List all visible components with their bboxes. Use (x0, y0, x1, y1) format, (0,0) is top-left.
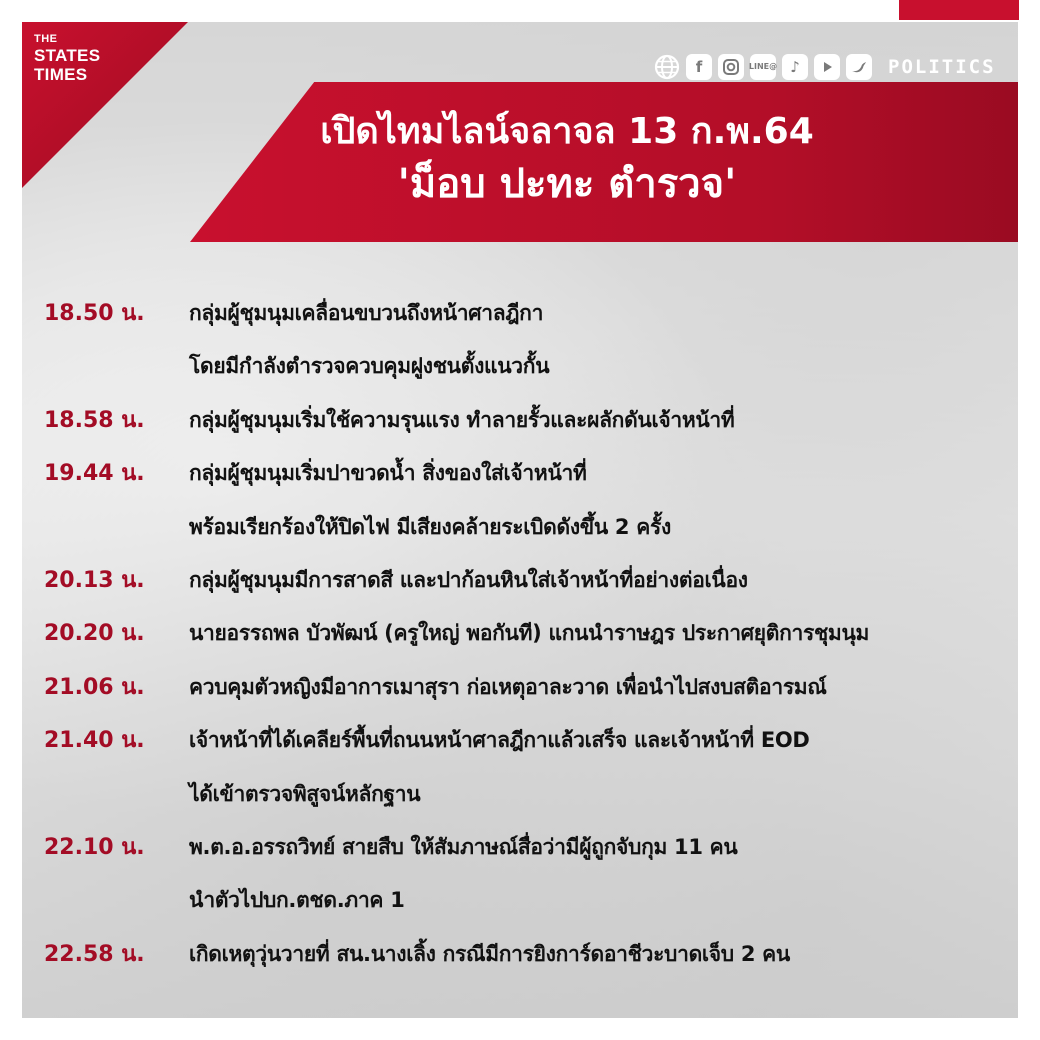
timeline-text (189, 447, 1014, 554)
infographic-card (22, 22, 1018, 1018)
timeline-entry (44, 928, 1014, 981)
timeline-text (189, 714, 1014, 821)
timeline-entry (44, 447, 1014, 554)
timeline-line: เกิดเหตุวุ่นวายที่ สน.นางเลิ้ง กรณีมีการยิงการ์ดอาชีวะบาดเจ็บ 2 คน (189, 941, 790, 966)
timeline-text (189, 554, 1014, 607)
title-line-1: เปิดไทมไลน์จลาจล 13 ก.พ.64 (320, 111, 814, 152)
top-accent-tab (899, 0, 1019, 20)
timeline-line: นายอรรถพล บัวพัฒน์ (ครูใหญ่ พอกันที) แกนนำราษฎร ประกาศยุติการชุมนุม (189, 621, 870, 646)
line-icon[interactable]: LINE@ (750, 54, 776, 80)
youtube-icon[interactable] (814, 54, 840, 80)
timeline-time: 21.40 น. (44, 728, 145, 754)
timeline-line: นำตัวไปบก.ตชด.ภาค 1 (189, 888, 405, 913)
timeline-entry (44, 714, 1014, 821)
timeline-line: กลุ่มผู้ชุมนุมเริ่มปาขวดน้ำ สิ่งของใส่เจ้าหน้าที่ (189, 461, 587, 486)
title-line-2: 'ม็อบ ปะทะ ตำรวจ' (397, 161, 737, 207)
section-label: POLITICS (888, 56, 996, 78)
timeline-entry (44, 554, 1014, 607)
timeline-line: พร้อมเรียกร้องให้ปิดไฟ มีเสียงคล้ายระเบิดดังขึ้น 2 ครั้ง (189, 514, 671, 539)
social-bar (654, 52, 996, 82)
timeline-entry (44, 394, 1014, 447)
timeline-line: พ.ต.อ.อรรถวิทย์ สายสืบ ให้สัมภาษณ์สื่อว่ามีผู้ถูกจับกุม 11 คน (189, 835, 738, 860)
timeline-list (44, 287, 1014, 981)
instagram-icon[interactable] (718, 54, 744, 80)
timeline-line: ได้เข้าตรวจพิสูจน์หลักฐาน (189, 781, 421, 806)
site-logo[interactable] (34, 34, 100, 83)
tiktok-icon[interactable]: ♪ (782, 54, 808, 80)
timeline-text (189, 287, 1014, 394)
timeline-time: 18.50 น. (44, 301, 145, 326)
twitter-icon[interactable] (846, 54, 872, 80)
timeline-text (189, 607, 1014, 660)
timeline-text (189, 394, 1014, 447)
timeline-entry (44, 287, 1014, 394)
timeline-line: ควบคุมตัวหญิงมีอาการเมาสุรา ก่อเหตุอาละวาด เพื่อนำไปสงบสติอารมณ์ (189, 674, 827, 699)
timeline-line: กลุ่มผู้ชุมนุมเคลื่อนขบวนถึงหน้าศาลฎีกา (189, 301, 544, 325)
page-title (282, 108, 852, 212)
timeline-entry (44, 661, 1014, 714)
timeline-time: 22.58 น. (44, 941, 145, 967)
logo-states: STATES (34, 46, 101, 65)
timeline-time: 19.44 น. (44, 461, 145, 487)
timeline-line: กลุ่มผู้ชุมนุมเริ่มใช้ความรุนแรง ทำลายรั้วและผลักดันเจ้าหน้าที่ (189, 407, 735, 432)
timeline-line: กลุ่มผู้ชุมนุมมีการสาดสี และปาก้อนหินใส่เจ้าหน้าที่อย่างต่อเนื่อง (189, 568, 748, 593)
globe-icon[interactable] (654, 54, 680, 80)
timeline-text (189, 928, 1014, 981)
timeline-text (189, 661, 1014, 714)
timeline-time: 22.10 น. (44, 835, 145, 861)
timeline-time: 20.20 น. (44, 621, 145, 647)
logo-times: TIMES (34, 65, 88, 84)
timeline-line: โดยมีกำลังตำรวจควบคุมฝูงชนตั้งแนวกั้น (189, 354, 550, 379)
facebook-icon[interactable]: f (686, 54, 712, 80)
timeline-entry (44, 607, 1014, 660)
logo-the: THE (34, 33, 58, 45)
timeline-line: เจ้าหน้าที่ได้เคลียร์พื้นที่ถนนหน้าศาลฎีกาแล้วเสร็จ และเจ้าหน้าที่ EOD (189, 728, 810, 753)
timeline-time: 18.58 น. (44, 407, 145, 433)
timeline-time: 21.06 น. (44, 674, 145, 700)
timeline-text (189, 821, 1014, 928)
timeline-time: 20.13 น. (44, 568, 145, 594)
timeline-entry (44, 821, 1014, 928)
